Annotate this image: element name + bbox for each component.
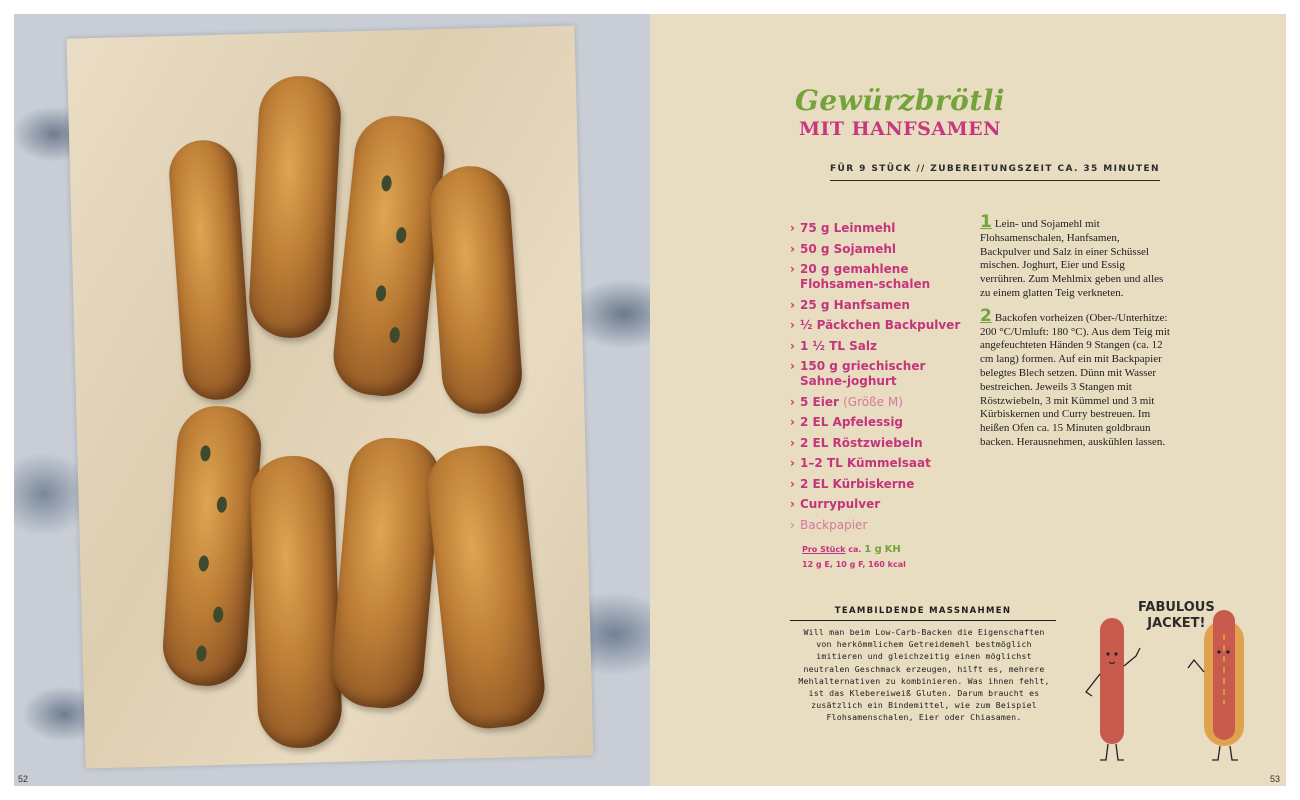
ingredient-item: › 1 ½ TL Salz (790, 339, 970, 354)
kh-label: KH (884, 544, 901, 555)
hotdog-illustration (1070, 594, 1270, 774)
recipe-page (650, 14, 1286, 786)
bread-roll (249, 455, 343, 750)
ingredient-item: › 2 EL Röstzwiebeln (790, 436, 970, 451)
recipe-meta: FÜR 9 STÜCK // ZUBEREITUNGSZEIT CA. 35 MINUTEN (830, 164, 1160, 181)
page-number-right: 53 (1269, 774, 1280, 784)
book-spread (14, 14, 1286, 786)
step-text: Backofen vorheizen (Ober-/Unterhitze: 200 °C/Umluft: 180 °C). Aus dem Teig mit angefeuchteten Händen 9 Stangen (ca. 12 cm lang) formen. Auf ein mit Backpapier belegtes Blech setzen. Dünn mit Wasser bestreichen. Jeweils 3 Stangen mit Röstzwiebeln, 3 mit Kümmel und 3 mit Kürbiskernen und Curry bestreuen. Im heißen Ofen ca. 15 Minuten goldbraun backen. Herausnehmen, auskühlen lassen. (980, 311, 1170, 448)
food-photo (14, 14, 650, 786)
ingredient-list (790, 221, 970, 538)
sidebar-title: TEAMBILDENDE MASSNAHMEN (790, 606, 1056, 621)
ingredient-item: › 25 g Hanfsamen (790, 298, 970, 313)
ingredient-item: › ½ Päckchen Backpulver (790, 318, 970, 333)
recipe-step (980, 305, 1170, 450)
ingredient-item: › 2 EL Kürbiskerne (790, 477, 970, 492)
ingredient-item: › 75 g Leinmehl (790, 221, 970, 236)
recipe-step (980, 212, 1170, 301)
ingredient-item: › 50 g Sojamehl (790, 242, 970, 257)
ingredient-item: › 20 g gemahlene Flohsamen-schalen (790, 262, 970, 292)
recipe-title-caps: MIT HANFSAMEN (798, 118, 1002, 140)
nutrition-info: Pro Stück ca. 1 g KH 12 g E, 10 g F, 160 kcal (802, 542, 906, 572)
step-text: Lein- und Sojamehl mit Flohsamenschalen, Hanfsamen, Backpulver und Salz in einer Schüssel mischen. Joghurt, Eier und Essig verrühren. Zum Mehlmix geben und alles zu einem glatten Teig verkneten. (980, 218, 1164, 299)
ingredient-item: › 2 EL Apfelessig (790, 415, 970, 430)
ingredient-item: › 5 Eier (Größe M) (790, 395, 970, 410)
page-number-left: 52 (18, 774, 29, 784)
sidebar-text: Will man beim Low-Carb-Backen die Eigenschaften von herkömmlichem Getreidemehl bestmöglich imitieren und gleichzeitig einen möglichst neutralen Geschmack erzeugen, hilft es, mehrere Mehlalternativen zu kombinieren. Was ihnen fehlt, ist das Klebereiweiß Gluten. Darum braucht es zusätzlich ein Bindemittel, wie zum Beispiel Flohsamenschalen, Eier oder Chiasamen. (798, 627, 1050, 723)
step-number: 1 (980, 212, 992, 232)
recipe-steps (980, 212, 1170, 460)
speech-text: FABULOUS JACKET! (1138, 600, 1215, 631)
bread-roll (247, 74, 343, 340)
ingredient-item: › 1–2 TL Kümmelsaat (790, 456, 970, 471)
step-number: 2 (980, 305, 992, 326)
ingredient-item: › Backpapier (790, 518, 970, 533)
ingredient-item: › 150 g griechischer Sahne-joghurt (790, 359, 970, 389)
ingredient-item: › Currypulver (790, 497, 970, 512)
egg-size-note: (Größe M) (843, 394, 903, 409)
nutrition-macros: 12 g E, 10 g F, 160 kcal (802, 560, 906, 569)
recipe-title-script: Gewürzbrötli (794, 84, 1006, 117)
